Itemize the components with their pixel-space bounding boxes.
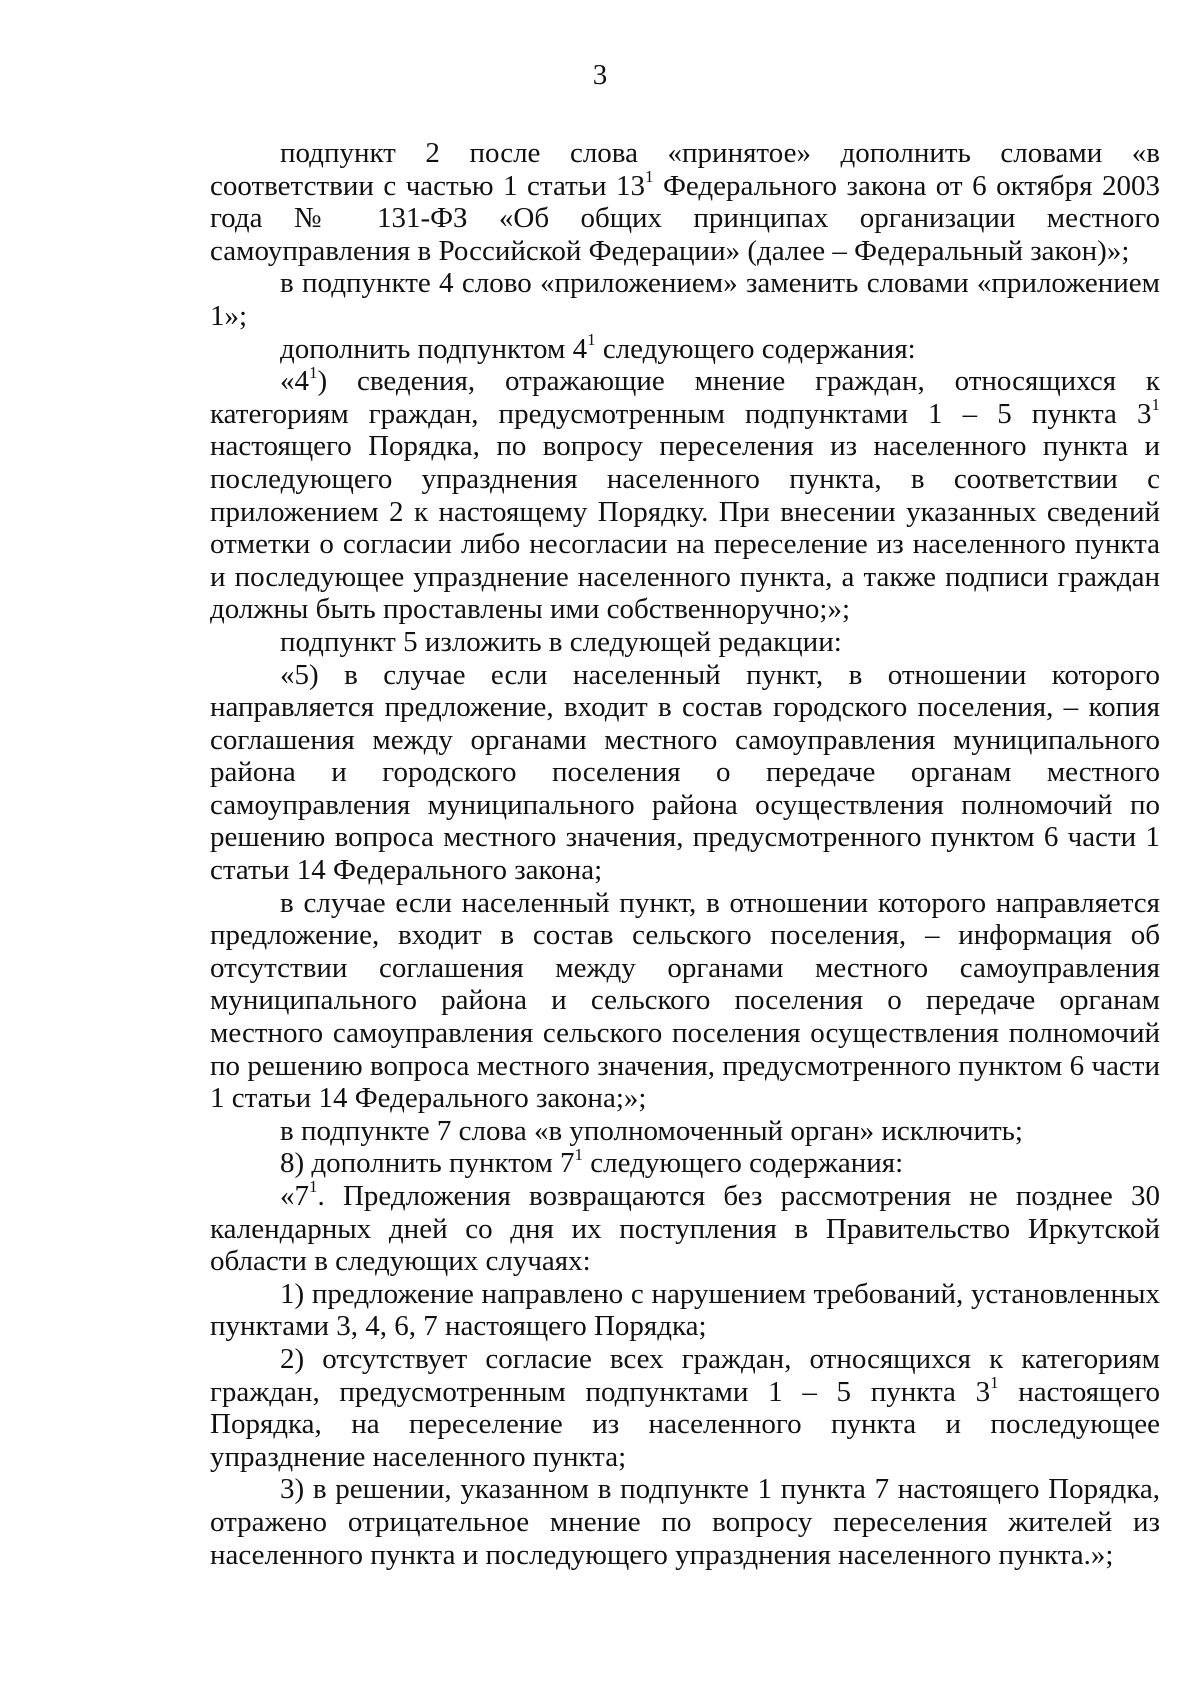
text-run: в подпункте 7 слова «в уполномоченный орган» исключить; bbox=[280, 1114, 1023, 1147]
paragraph bbox=[210, 887, 1160, 1115]
paragraph bbox=[210, 137, 1160, 267]
text-run: дополнить подпунктом 4 bbox=[280, 332, 588, 365]
superscript: 1 bbox=[990, 1372, 999, 1392]
paragraph bbox=[210, 1473, 1160, 1571]
text-run: настоящего Порядка, на переселение из населенного пункта и последующее упразднение населенного пункта; bbox=[210, 1375, 1160, 1473]
document-body bbox=[210, 137, 1160, 1571]
paragraph bbox=[210, 1177, 1160, 1278]
superscript: 1 bbox=[644, 166, 654, 186]
paragraph bbox=[210, 626, 1160, 659]
text-run: . Предложения возвращаются без рассмотрения не позднее 30 календарных дней со дня их поступления в Правительство Иркутской области в следующих случаях: bbox=[210, 1180, 1160, 1278]
paragraph bbox=[210, 1278, 1160, 1343]
text-run: «4 bbox=[280, 365, 309, 398]
paragraph bbox=[210, 1144, 1160, 1180]
paragraph bbox=[210, 329, 1160, 366]
superscript: 1 bbox=[574, 1144, 584, 1164]
text-run: в случае если населенный пункт, в отношении которого направляется предложение, входит в состав сельского поселения, – информация об отсутствии соглашения между органами местного самоуправления муниципального района и сельского поселения о передаче органам местного самоуправления сельского поселения осуществления полномочий по решению вопроса местного значения, предусмотренного пунктом 6 части 1 статьи 14 Федерального закона;»; bbox=[210, 886, 1160, 1115]
superscript: 1 bbox=[309, 362, 318, 382]
text-run: подпункт 2 после слова «принятое» дополнить словами «в соответствии с частью 1 статьи 13 bbox=[210, 137, 1160, 202]
text-run: следующего содержания: bbox=[595, 332, 916, 365]
paragraph bbox=[210, 362, 1160, 626]
text-run: 2) отсутствует согласие всех граждан, относящихся к категориям граждан, предусмотренным подпунктами 1 – 5 пункта 3 bbox=[210, 1342, 1160, 1408]
superscript: 1 bbox=[1151, 395, 1160, 415]
paragraph bbox=[210, 1115, 1160, 1148]
text-run: подпункт 5 изложить в следующей редакции: bbox=[280, 625, 842, 658]
text-run: следующего содержания: bbox=[583, 1147, 904, 1180]
superscript: 1 bbox=[587, 329, 596, 349]
text-run: в подпункте 4 слово «приложением» заменить словами «приложением 1»; bbox=[210, 267, 1160, 332]
text-run: 3) в решении, указанном в подпункте 1 пункта 7 настоящего Порядка, отражено отрицательное мнение по вопросу переселения жителей из населенного пункта и последующего упразднения населенного пункта.»; bbox=[210, 1473, 1160, 1571]
superscript: 1 bbox=[309, 1177, 318, 1197]
paragraph bbox=[210, 267, 1160, 332]
paragraph bbox=[210, 659, 1160, 887]
text-run: Федерального закона от 6 октября 2003 года № 131-ФЗ «Об общих принципах организации местного самоуправления в Российской Федерации» (далее – Федеральный закон)»; bbox=[210, 169, 1160, 267]
text-run: 8) дополнить пунктом 7 bbox=[280, 1147, 575, 1180]
text-run: «5) в случае если населенный пункт, в отношении которого направляется предложение, входит в состав городского поселения, – копия соглашения между органами местного самоуправления муниципального района и городского поселения о передаче органам местного самоуправления муниципального района осуществления полномочий по решению вопроса местного значения, предусмотренного пунктом 6 части 1 статьи 14 Федерального закона; bbox=[210, 658, 1160, 887]
text-run: настоящего Порядка, по вопросу переселения из населенного пункта и последующего упразднения населенного пункта, в соответствии с приложением 2 к настоящему Порядку. При внесении указанных сведений отметки о согласии либо несогласии на переселение из населенного пункта и последующее упразднение населенного пункта, а также подписи граждан должны быть проставлены ими собственноручно;»; bbox=[210, 430, 1160, 626]
page-number: 3 bbox=[592, 59, 608, 91]
text-run: «7 bbox=[280, 1180, 309, 1212]
text-run: ) сведения, отражающие мнение граждан, относящихся к категориям граждан, предусмотренным подпунктами 1 – 5 пункта 3 bbox=[210, 365, 1160, 430]
text-run: 1) предложение направлено с нарушением требований, установленных пунктами 3, 4, 6, 7 настоящего Порядка; bbox=[210, 1277, 1160, 1343]
paragraph bbox=[210, 1343, 1160, 1473]
